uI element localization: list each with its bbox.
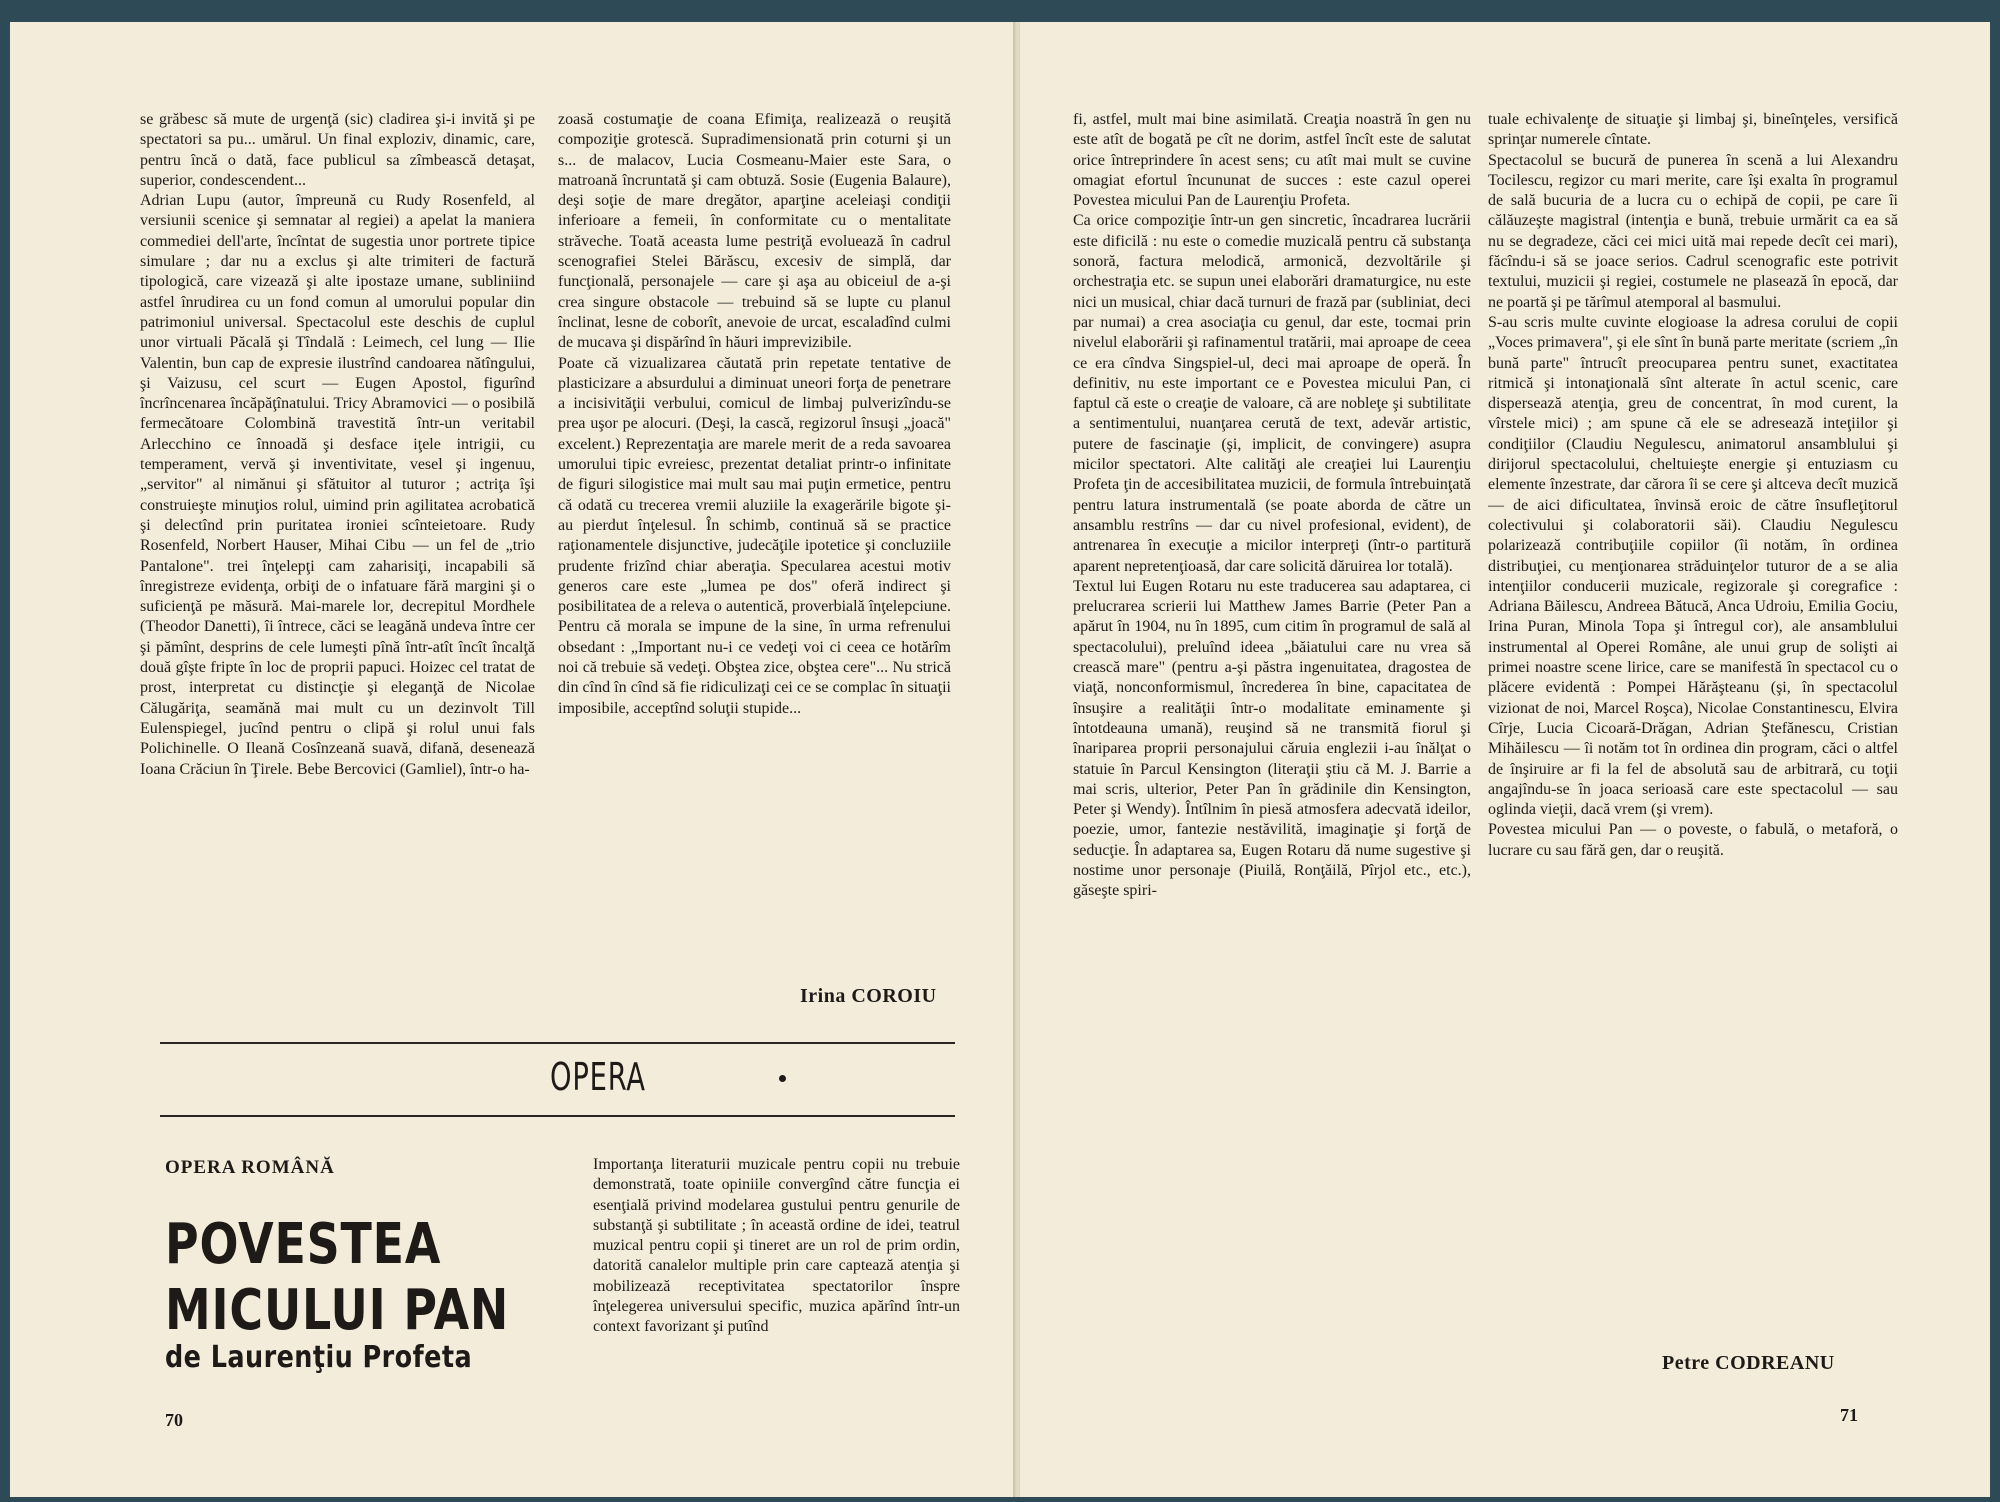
article-byline: de Laurenţiu Profeta	[165, 1340, 473, 1375]
book-spread	[10, 22, 1990, 1497]
article-column-1: se grăbesc să mute de urgenţă (sic) cladirea şi-i invită şi pe spectatori sa pu... umărul. Un final exploziv, dinamic, care, pentru încă o dată, face publicul sa zîmbească detaşat, superior, condescendent... Adrian Lupu (autor, împreună cu Rudy Rosenfeld, al versiunii scenice şi semnatar al regiei) a apelat la maniera commediei dell'arte, încîntat de sugestia unor portrete tipice simulare ; dar nu a exclus şi alte trimiteri de factură tipologică, care vizează şi alte ipostaze umane, subliniind astfel înrudirea cu un fond comun al umorului popular din patrimoniul universal. Spectacolul este deschis de cuplul unor virtuali Păcală şi Tîndală : Leimech, cel lung — Ilie Valentin, bun cap de expresie ilustrînd candoarea nătîngului, şi Vaizusu, cel scurt — Eugen Apostol, figurînd încrîncenarea încăpăţînatului. Tricy Abramovici — o posibilă fermecătoare Colombină travestită într-un veritabil Arlecchino ce înnoadă şi desface iţele intrigii, cu temperament, vervă şi inventivitate, vesel şi ingenuu, „servitor" al nimănui şi sfătuitor al tuturor ; actriţa îşi construieşte minuţios rolul, uimind prin agilitatea acrobatică şi delectînd prin puritatea ironiei scînteietoare. Rudy Rosenfeld, Norbert Hauser, Mihai Cibu — un fel de „trio Pantalone". trei înţelepţi cam zaharisiţi, incapabili să înregistreze evidenţa, orbiţi de o infatuare fără margini şi o suficienţă pe măsură. Mai-marele lor, decrepitul Mordhele (Theodor Danetti), îi întrece, căci se leagănă undeva între cer şi pămînt, desprins de cele lumeşti pînă într-atît încît încalţă două gîşte fripte în loc de proprii papuci. Hoizec cel tratat de prost, interpretat cu distincţie şi eleganţă de Nicolae Călugăriţa, seamănă mai mult cu un dezinvolt Till Eulenspiegel, jucînd pentru o clipă şi rolul unui fals Polichinelle. O Ileană Cosînzeană suavă, difană, desenează Ioana Crăciun în Ţirele. Bebe Bercovici (Gamliel), într-o ha-	[140, 111, 535, 778]
page-number-right: 71	[1840, 1405, 1858, 1425]
review-column-1: fi, astfel, mult mai bine asimilată. Creaţia noastră în gen nu este atît de bogată pe cît ne dorim, astfel încît este de salutat orice întreprindere în acest sens; cu atît mai mult se cuvine omagiat efortul încununat de succes : este cazul operei Povestea micului Pan de Laurenţiu Profeta. Ca orice compoziţie într-un gen sincretic, încadrarea lucrării este dificilă : nu este o comedie muzicală pentru că substanţa sonoră, factura melodică, armonică, dezvoltările şi orchestraţia etc. se supun unei elaborări dramaturgice, nu este nici un musical, chiar dacă turnuri de frază par (subliniat, deci par numai) a crea asociaţia cu genul, dar este, tocmai prin nivelul elaborării şi rafinamentul tratării, mai aproape de ceea ce era cîndva Singspiel-ul, deci mai aproape de operă. În definitiv, nu este important ce e Povestea micului Pan, ci faptul că este o creaţie de valoare, că are nobleţe şi subtilitate a sentimentului, nuanţarea cerută de text, adevăr artistic, putere de fascinaţie (şi, implicit, de convingere) asupra micilor spectatori. Alte calităţi ale creaţiei lui Laurenţiu Profeta ţin de accesibilitatea muzicii, de formula întrebuinţată pentru latura instrumentală (se poate aborda de către un ansamblu restrîns — dar cu nivel profesional, evident), de antrenarea în execuţie a micilor interpreţi (într-o partitură aparent nepretenţioasă, dar care solicită dăruirea lor totală). Textul lui Eugen Rotaru nu este traducerea sau adaptarea, ci prelucrarea scrierii lui Matthew James Barrie (Peter Pan a apărut în 1904, nu în 1895, cum citim în programul de sală al spectacolului), preluînd ideea „băiatului care nu vrea să crească mare" (pentru a-şi păstra ingenuitatea, dragostea de viaţă, nonconformismul, încrederea în bine, capacitatea de însuşire a realităţii într-o modalitate eminamente şi întotdeauna umană), reuşind să ne transmită fiorul şi înariparea proprii personajului căruia englezii i-au înălţat o statuie în Parcul Kensington (literaţii ştiu că M. J. Barrie a mai scris, ulterior, Peter Pan în grădinile din Kensington, Peter şi Wendy). Întîlnim în piesă atmosfera adecvată ideilor, poezie, umor, fantezie nestăvilită, imaginaţie şi forţă de seducţie. În adaptarea sa, Eugen Rotaru dă nume sugestive şi nostime unor personaje (Piuilă, Ronţăilă, Pîrjol etc., etc.), găseşte spiri-	[1073, 111, 1471, 900]
article-kicker: OPERA ROMÂNĂ	[165, 1157, 335, 1178]
article-title: POVESTEA MICULUI PAN	[165, 1212, 510, 1343]
divider-top	[160, 1042, 955, 1044]
article-intro: Importanţa literaturii muzicale pentru copii nu trebuie demonstrată, toate opiniile convergînd către funcţia ei esenţială privind modelarea gustului pentru genurile de substanţă şi subtilitate ; în această ordine de idei, teatrul muzical pentru copii şi tineret are un rol de prim ordin, datorită canalelor multiple prin care captează atenţia şi mobilizează receptivitatea spectatorilor înspre înţelegerea universului specific, muzica apărînd într-un context favorizant şi putînd	[593, 1156, 960, 1336]
page-number-left: 70	[165, 1410, 183, 1430]
article-column-2: zoasă costumaţie de coana Efimiţa, realizează o reuşită compoziţie grotescă. Supradimensionată prin coturni şi un s... de malacov, Lucia Cosmeanu-Maier este Sara, o matroană încruntată şi cam obtuză. Sosie (Eugenia Balaure), deşi soţie de mare dregător, aparţine aceleiaşi condiţii inferioare a femeii, în conformitate cu o mentalitate străveche. Toată aceasta lume pestriţă evoluează în cadrul scenografiei Stelei Bărăscu, excesiv de simplă, dar funcţională, personajele — care şi aşa au obiceiul de a-şi crea singure obstacole — trebuind să se lupte cu planul înclinat, lesne de coborît, anevoie de urcat, escaladînd culmi de mucava şi dispărînd în hăuri imprevizibile. Poate că vizualizarea căutată prin repetate tentative de plasticizare a absurdului a diminuat uneori forţa de penetrare a incisivităţii verbului, comicul de limbaj pulverizîndu-se prea uşor pe alocuri. (Deşi, la cască, regizorul însuşi „joacă" excelent.) Reprezentaţia are marele merit de a reda savoarea umorului tipic evreiesc, prezentat detaliat printr-o infinitate de figuri silogistice mai mult sau mai puţin ermetice, pentru că odată cu trecerea vremii aluziile la exagerările bigote şi-au pierdut înţelesul. În schimb, continuă să se practice raţionamentele disjunctive, judecăţile ipotetice şi concluziile prudente frizînd chiar aberaţia. Specularea acestui motiv generos care este „lumea pe dos" oferă indirect şi posibilitatea de a releva o autentică, proverbială înţelepciune. Pentru că morala se impune de la sine, în urma refrenului obsedant : „Important nu-i ce vedeţi voi ci ceea ce hotărîm noi că trebuie să vedeţi. Obştea zice, obştea cere"... Nu strică din cînd în cînd să fie ridiculizaţi cei ce se complac în situaţii imposibile, acceptînd soluţii stupide...	[558, 111, 951, 717]
review-signature: Petre CODREANU	[1662, 1352, 1835, 1374]
review-column-2: tuale echivalenţe de situaţie şi limbaj şi, bineînţeles, versifică sprinţar numerele cîntate. Spectacolul se bucură de punerea în scenă a lui Alexandru Tocilescu, regizor cu mari merite, care îşi exalta în programul de sală bucuria de a lucra cu o echipă de copii, pe care îi călăuzeşte magistral (intenţia e bună, trebuie urmărit ca ea să nu se degradeze, căci cei mici uită mai repede decît cei mari), făcîndu-i să se joace serios. Cadrul scenografic este potrivit textului, muzicii şi regiei, costumele ne plasează în epocă, dar ne poartă şi pe tărîmul atemporal al basmului. S-au scris multe cuvinte elogioase la adresa corului de copii „Voces primavera", şi ele sînt în bună parte meritate (scriem „în bună parte" întrucît preocuparea pentru sunet, exactitatea ritmică şi intonaţională sînt alterate în actul scenic, care dispersează atenţia, greu de concentrat, în mod curent, la vîrstele mici) ; am spune că ele se adresează inteţiilor şi condiţiilor (Claudiu Negulescu, animatorul ansamblului şi dirijorul spectacolului, cheltuieşte energie şi entuziasm cu elemente înzestrate, dar cărora îi se cere şi altceva decît muzică — de aici dificultatea, învinsă eroic de către însufleţitorul colectivului şi colaboratorii săi). Claudiu Negulescu polarizează contribuţiile copiilor (îi notăm, în ordinea distribuţiei, cu menţionarea străduinţelor tuturor de a se alia intenţiilor conducerii muzicale, regizorale şi coregrafice : Adriana Băilescu, Andreea Bătucă, Anca Udroiu, Emilia Gociu, Irina Puran, Minola Topa şi întregul cor), ale ansamblului instrumental al Operei Române, ale unui grup de solişti ai primei noastre scene lirice, care se manifestă în spectacol cu o plăcere evidentă : Pompei Hărăşteanu (şi, în spectacolul vizionat de noi, Marcel Roşca), Nicolae Constantinescu, Elvira Cîrje, Lucia Cicoară-Drăgan, Adrian Ştefănescu, Cristian Mihăilescu — îi notăm tot în ordinea din program, căci o altfel de înşiruire ar fi la fel de absolută sau de arbitrară, cu toţii angajîndu-se în joaca serioasă care este spectacolul — sau oglinda vieţii, dacă vrem (şi vrem). Povestea micului Pan — o poveste, o fabulă, o metaforă, o lucrare cu sau fără gen, dar o reuşită.	[1488, 111, 1898, 859]
section-title: OPERA	[550, 1055, 646, 1099]
left-page	[10, 22, 1015, 1497]
author-signature: Irina COROIU	[800, 985, 937, 1007]
bullet-mark	[779, 1075, 786, 1082]
divider-bottom	[160, 1115, 955, 1117]
